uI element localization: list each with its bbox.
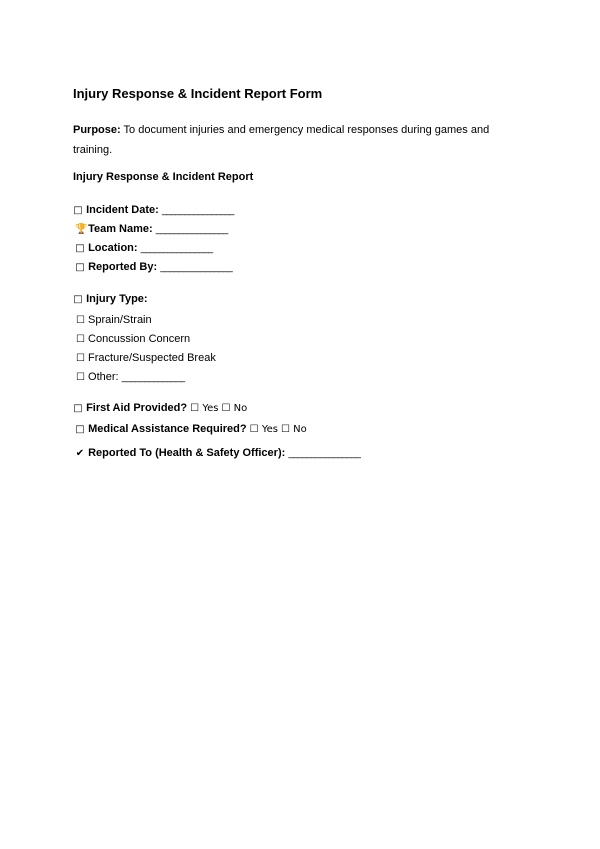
option-sprain-strain[interactable] — [76, 313, 152, 328]
injury-type-heading — [73, 292, 148, 307]
injury-type-label: Injury Type: — [86, 293, 148, 305]
medical-icon: □ — [73, 294, 83, 305]
ambulance-icon: □ — [75, 424, 85, 435]
incident-date-label: Incident Date: — [86, 204, 159, 216]
team-name-field — [75, 222, 228, 237]
option-concussion-concern[interactable] — [76, 332, 190, 347]
section-heading: Injury Response & Incident Report — [73, 171, 254, 183]
reported-by-field — [75, 260, 232, 275]
purpose-text: To document injuries and emergency medical responses during games and training. — [73, 124, 490, 156]
incident-date-field — [73, 203, 234, 218]
first-aid-label: First Aid Provided? — [86, 402, 188, 414]
checkbox-icon[interactable]: ☐ — [76, 372, 85, 383]
reported-by-blank[interactable]: ________________ — [160, 262, 233, 273]
check-mark-icon: ✔ — [75, 448, 85, 459]
location-blank[interactable]: ________________ — [140, 243, 213, 254]
reported-by-label: Reported By: — [88, 261, 158, 273]
checkbox-icon[interactable]: ☐ — [76, 334, 85, 345]
option-label: Fracture/Suspected Break — [88, 352, 216, 364]
reported-to-blank[interactable]: ________________ — [288, 448, 361, 459]
medical-assistance-question — [75, 422, 307, 437]
location-field — [75, 241, 213, 256]
checkbox-icon[interactable]: ☐ — [76, 315, 85, 326]
first-aid-question — [73, 401, 247, 416]
first-aid-yes-option[interactable]: ☐ Yes — [190, 403, 219, 414]
medical-assistance-no-option[interactable]: ☐ No — [281, 424, 307, 435]
purpose-label: Purpose: — [73, 124, 121, 136]
calendar-icon: □ — [73, 205, 83, 216]
option-label: Sprain/Strain — [88, 314, 152, 326]
trophy-icon: 🏆 — [75, 224, 88, 235]
option-label: Concussion Concern — [88, 333, 191, 345]
checkbox-icon[interactable]: ☐ — [76, 353, 85, 364]
purpose-paragraph — [73, 120, 513, 160]
first-aid-no-option[interactable]: ☐ No — [221, 403, 248, 414]
option-fracture-suspected-break[interactable] — [76, 351, 216, 366]
option-other[interactable] — [76, 370, 185, 385]
reported-to-field — [75, 446, 360, 461]
incident-date-blank[interactable]: ________________ — [161, 205, 234, 216]
team-name-label: Team Name: — [88, 223, 153, 235]
other-blank[interactable]: ______________ — [121, 372, 185, 383]
medical-assistance-yes-option[interactable]: ☐ Yes — [249, 424, 278, 435]
team-name-blank[interactable]: ________________ — [155, 224, 228, 235]
medical-assistance-label: Medical Assistance Required? — [88, 423, 247, 435]
option-label: Other: — [88, 371, 122, 383]
person-icon: □ — [75, 262, 85, 273]
reported-to-label: Reported To (Health & Safety Officer): — [88, 447, 286, 459]
location-label: Location: — [88, 242, 138, 254]
first-aid-icon: □ — [73, 403, 83, 414]
location-pin-icon: □ — [75, 243, 85, 254]
form-title: Injury Response & Incident Report Form — [73, 86, 323, 101]
